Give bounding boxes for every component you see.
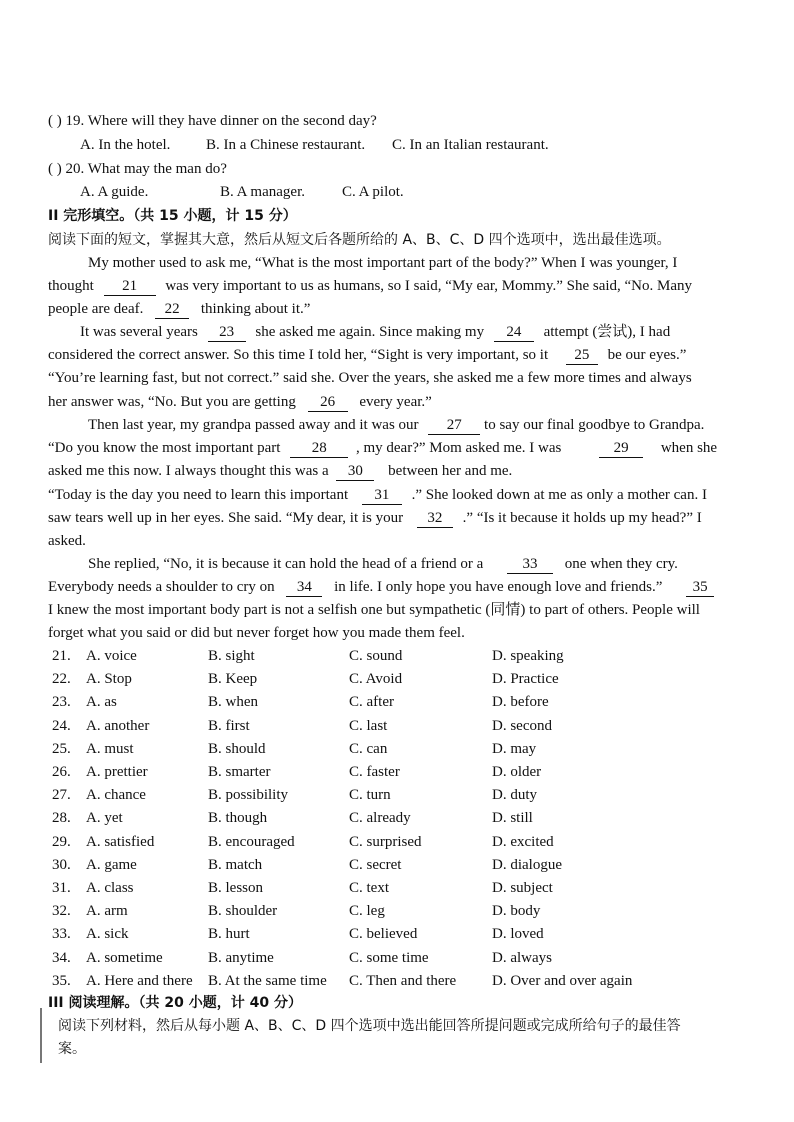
question-stem: What may the man do? xyxy=(87,161,227,177)
choice-option-a: A. yet xyxy=(86,810,123,827)
blank-32: 32 xyxy=(417,510,453,528)
choice-option-c: C. already xyxy=(349,810,411,827)
choice-option-b: B. should xyxy=(208,740,266,757)
blank-31: 31 xyxy=(362,487,402,505)
scan-edge-mark xyxy=(40,1008,42,1063)
choice-option-b: B. possibility xyxy=(208,787,289,804)
choice-option-c: C. Avoid xyxy=(349,671,403,688)
q19-option-a: A. In the hotel. xyxy=(80,137,171,153)
choice-number: 22. xyxy=(52,671,71,688)
blank-27: 27 xyxy=(428,417,480,435)
choice-option-a: A. sick xyxy=(86,926,129,943)
choice-option-d: D. Over and over again xyxy=(492,972,633,989)
choice-option-c: C. faster xyxy=(349,764,400,780)
choice-option-b: B. sight xyxy=(208,648,255,664)
choice-option-a: A. voice xyxy=(86,648,137,664)
question-20 xyxy=(48,159,227,179)
blank-25: 25 xyxy=(566,347,598,365)
choice-number: 32. xyxy=(52,903,71,920)
choice-option-a: A. class xyxy=(86,880,134,896)
choice-option-a: A. must xyxy=(86,740,134,757)
passage-line: My mother used to ask me, “What is the most important part of the body?” When I was younger, I xyxy=(88,255,678,271)
choice-number: 21. xyxy=(52,648,71,664)
choice-option-d: D. loved xyxy=(492,926,544,943)
blank-23: 23 xyxy=(208,324,246,342)
section-2-instruction: 阅读下面的短文，掌握其大意，然后从短文后各题所给的 A、B、C、D 四个选项中，选出最佳选项。 xyxy=(48,232,671,248)
passage-line: considered the correct answer. So this time I told her, “Sight is very important, so it 25 be our eyes.” xyxy=(48,347,687,363)
choice-option-c: C. last xyxy=(349,717,388,734)
choice-option-d: D. body xyxy=(492,903,541,920)
choice-option-d: D. speaking xyxy=(492,648,564,664)
choice-number: 28. xyxy=(52,810,71,827)
choice-option-a: A. satisfied xyxy=(86,833,155,850)
blank-34: 34 xyxy=(286,579,322,597)
passage-line: saw tears well up in her eyes. She said. “My dear, it is your 32 .” “Is it because it holds up my head?” I xyxy=(48,510,702,526)
passage-line: “You’re learning fast, but not correct.” said she. Over the years, she asked me a few more times and always xyxy=(48,370,692,386)
choice-option-c: C. after xyxy=(349,694,394,711)
passage-line: “Today is the day you need to learn this important 31 .” She looked down at me as only a mother can. I xyxy=(48,487,707,503)
choice-option-a: A. prettier xyxy=(86,764,148,780)
choice-number: 29. xyxy=(52,833,71,850)
blank-33: 33 xyxy=(507,556,553,574)
choice-option-a: A. as xyxy=(86,694,117,711)
choice-option-b: B. anytime xyxy=(208,949,274,966)
choice-option-d: D. older xyxy=(492,764,542,780)
q20-option-b: B. A manager. xyxy=(220,184,305,200)
passage-line: “Do you know the most important part 28 , my dear?” Mom asked me. I was 29 when she xyxy=(48,440,718,456)
choice-option-d: D. may xyxy=(492,740,537,757)
choice-option-d: D. still xyxy=(492,810,533,827)
choice-option-d: D. duty xyxy=(492,787,537,804)
choice-option-c: C. surprised xyxy=(349,833,422,850)
choice-option-b: B. when xyxy=(208,694,258,711)
choice-option-a: A. arm xyxy=(86,903,128,920)
choice-option-b: B. though xyxy=(208,810,268,827)
choice-number: 24. xyxy=(52,717,71,734)
choice-option-d: D. subject xyxy=(492,880,553,896)
passage-line: people are deaf. 22 thinking about it.” xyxy=(48,301,311,317)
choice-option-b: B. lesson xyxy=(208,880,264,896)
choice-option-c: C. can xyxy=(349,740,388,757)
choice-number: 26. xyxy=(52,764,71,780)
choice-option-d: D. always xyxy=(492,949,552,966)
question-prefix: ( ) 19. xyxy=(48,113,85,129)
question-19 xyxy=(48,111,377,131)
choice-number: 34. xyxy=(52,949,71,966)
choice-option-c: C. text xyxy=(349,880,389,896)
choice-number: 23. xyxy=(52,694,71,711)
section-3-instruction-cont: 案。 xyxy=(58,1041,86,1057)
passage-line: thought 21 was very important to us as humans, so I said, “My ear, Mommy.” She said, “No. Many xyxy=(48,278,693,294)
blank-35: 35 xyxy=(686,579,714,597)
choice-option-c: C. believed xyxy=(349,926,418,943)
choice-option-d: D. second xyxy=(492,717,552,734)
choice-option-a: A. chance xyxy=(86,787,146,804)
choice-option-d: D. before xyxy=(492,694,549,711)
passage-line: her answer was, “No. But you are getting 26 every year.” xyxy=(48,394,432,410)
choice-number: 33. xyxy=(52,926,71,943)
question-prefix: ( ) 20. xyxy=(48,161,85,177)
passage-line: Everybody needs a shoulder to cry on 34 in life. I only hope you have enough love and friends.” 35 xyxy=(48,577,714,597)
q19-option-b: B. In a Chinese restaurant. xyxy=(206,137,366,153)
choice-option-a: A. sometime xyxy=(86,949,163,966)
choice-number: 27. xyxy=(52,787,71,804)
choice-option-b: B. shoulder xyxy=(208,903,278,920)
choice-number: 35. xyxy=(52,972,71,989)
blank-24: 24 xyxy=(494,324,534,342)
q20-option-c: C. A pilot. xyxy=(342,184,404,200)
passage-line: I knew the most important body part is not a selfish one but sympathetic (同情) to part of others. People will xyxy=(48,602,700,618)
choice-option-b: B. Keep xyxy=(208,671,258,688)
passage-line: Then last year, my grandpa passed away and it was our 27 to say our final goodbye to Grandpa. xyxy=(88,417,705,433)
choice-option-d: D. Practice xyxy=(492,671,559,688)
q19-option-c: C. In an Italian restaurant. xyxy=(392,137,549,153)
blank-30: 30 xyxy=(336,463,374,481)
blank-29: 29 xyxy=(599,440,643,458)
choice-option-a: A. Here and there xyxy=(86,972,193,989)
choice-option-a: A. another xyxy=(86,717,150,734)
choice-option-c: C. some time xyxy=(349,949,429,966)
blank-26: 26 xyxy=(308,394,348,412)
blank-22: 22 xyxy=(155,301,189,319)
choice-number: 31. xyxy=(52,880,71,896)
section-3-heading: III 阅读理解。（共 20 小题，计 40 分） xyxy=(48,995,302,1011)
passage-line: asked. xyxy=(48,533,86,549)
choice-option-b: B. smarter xyxy=(208,764,271,780)
choice-option-d: D. dialogue xyxy=(492,856,562,873)
section-3-instruction: 阅读下列材料，然后从每小题 A、B、C、D 四个选项中选出能回答所提问题或完成所给句子的最佳答 xyxy=(58,1018,681,1034)
choice-option-a: A. game xyxy=(86,856,137,873)
choice-option-c: C. Then and there xyxy=(349,972,457,989)
question-stem: Where will they have dinner on the second day? xyxy=(87,113,377,129)
choice-option-b: B. At the same time xyxy=(208,972,327,989)
choice-option-b: B. encouraged xyxy=(208,833,295,850)
choice-option-b: B. match xyxy=(208,856,263,873)
choice-option-c: C. leg xyxy=(349,903,385,920)
choice-number: 30. xyxy=(52,856,71,873)
choice-option-c: C. turn xyxy=(349,787,391,804)
blank-21: 21 xyxy=(104,278,156,296)
choice-option-b: B. hurt xyxy=(208,926,250,943)
choice-option-c: C. secret xyxy=(349,856,402,873)
choice-number: 25. xyxy=(52,740,71,757)
choice-option-c: C. sound xyxy=(349,648,403,664)
blank-28: 28 xyxy=(290,440,348,458)
passage-line: It was several years 23 she asked me again. Since making my 24 attempt (尝试), I had xyxy=(80,324,671,340)
section-2-heading: II 完形填空。（共 15 小题，计 15 分） xyxy=(48,208,297,224)
passage-line: forget what you said or did but never forget how you made them feel. xyxy=(48,625,465,641)
choice-option-b: B. first xyxy=(208,717,250,734)
passage-line: She replied, “No, it is because it can hold the head of a friend or a 33 one when they cry. xyxy=(88,556,678,572)
q20-option-a: A. A guide. xyxy=(80,184,149,200)
choice-option-a: A. Stop xyxy=(86,671,132,688)
passage-line: asked me this now. I always thought this was a 30 between her and me. xyxy=(48,463,513,479)
choice-option-d: D. excited xyxy=(492,833,554,850)
